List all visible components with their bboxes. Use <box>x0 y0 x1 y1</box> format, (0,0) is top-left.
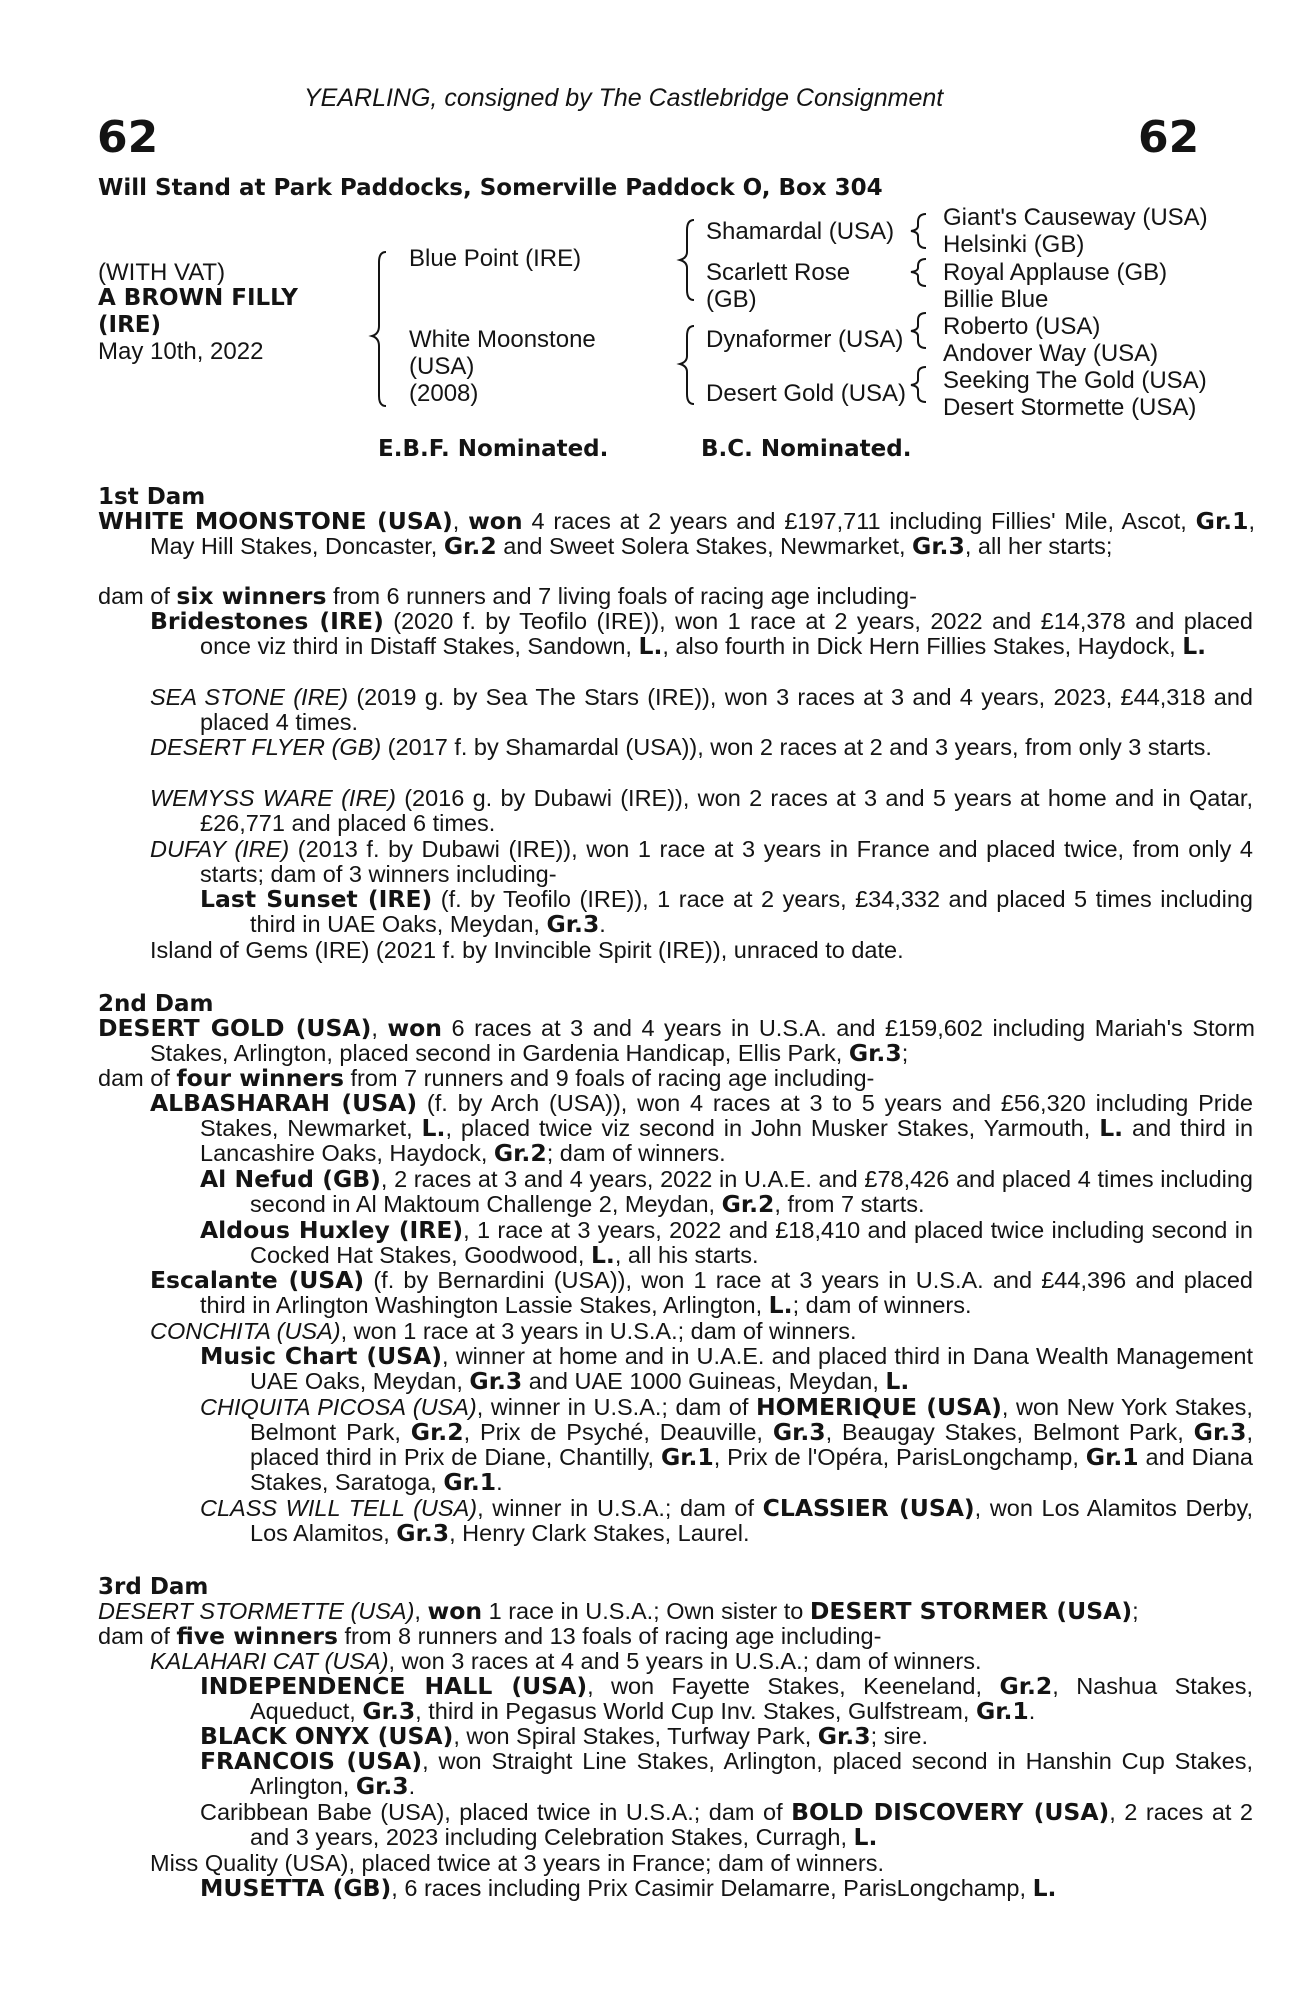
produce-aldous-huxley: Aldous Huxley (IRE), 1 race at 3 years, 2022 and £18,410 and placed twice including second in Cocked Hat Stakes, Goodwood, L., all his starts. <box>200 1216 1253 1269</box>
first-dam-produce-summary: dam of six winners from 6 runners and 7 living foals of racing age including- <box>98 582 917 610</box>
third-dam-heading: 3rd Dam <box>98 1574 209 1600</box>
pedigree-dam-line2: (USA) <box>409 353 475 380</box>
second-dam-heading: 2nd Dam <box>98 991 214 1017</box>
pedigree-sss: Giant's Causeway (USA) <box>943 204 1208 231</box>
produce-musetta: MUSETTA (GB), 6 races including Prix Casimir Delamarre, ParisLongchamp, L. <box>200 1874 1057 1902</box>
horse-name: WHITE MOONSTONE (USA) <box>98 507 453 535</box>
pedigree-ddd: Desert Stormette (USA) <box>943 394 1197 421</box>
produce-conchita: CONCHITA (USA), won 1 race at 3 years in U.S.A.; dam of winners. <box>150 1318 857 1344</box>
second-dam-race-record: DESERT GOLD (USA), won 6 races at 3 and 4 years in U.S.A. and £159,602 including Mariah's Storm Stakes, Arlington, placed second in Gardenia Handicap, Ellis Park, Gr.3; <box>98 1014 1255 1067</box>
pedigree-sds: Royal Applause (GB) <box>943 259 1168 286</box>
won-label: won <box>468 507 523 535</box>
produce-escalante: Escalante (USA) (f. by Bernardini (USA)), won 1 race at 3 years in U.S.A. and £44,396 and placed third in Arlington Washington Lassie Stakes, Arlington, L.; dam of winners. <box>150 1266 1254 1319</box>
pedigree-ssd: Helsinki (GB) <box>943 231 1085 258</box>
brace-ds <box>911 313 926 348</box>
produce-bridestones: Bridestones (IRE) (2020 f. by Teofilo (IRE)), won 1 race at 2 years, 2022 and £14,378 and placed once viz third in Distaff Stakes, Sandown, L., also fourth in Dick Hern Fillies Stakes, Haydock, L. <box>150 607 1253 660</box>
produce-black-onyx: BLACK ONYX (USA), won Spiral Stakes, Turfway Park, Gr.3; sire. <box>200 1722 929 1750</box>
produce-al-nefud: Al Nefud (GB), 2 races at 3 and 4 years, 2022 in U.A.E. and £78,426 and placed 4 times including second in Al Maktoum Challenge 2, Meydan, Gr.2, from 7 starts. <box>200 1165 1253 1218</box>
produce-last-sunset: Last Sunset (IRE) (f. by Teofilo (IRE)), 1 race at 2 years, £34,332 and placed 5 times including third in UAE Oaks, Meydan, Gr.3. <box>200 885 1253 938</box>
brace-sd <box>911 259 926 286</box>
vat-label: (WITH VAT) <box>98 259 226 286</box>
brace-dam-generation-2 <box>680 326 694 404</box>
brace-generation-1 <box>372 252 386 406</box>
lot-title-line1: A BROWN FILLY <box>98 285 298 311</box>
pedigree-dam-sire: Dynaformer (USA) <box>706 326 904 353</box>
pedigree-sire-dam-line2: (GB) <box>706 286 757 313</box>
bc-nominated: B.C. Nominated. <box>701 436 912 462</box>
consignor-line: YEARLING, consigned by The Castlebridge Consignment <box>304 84 944 112</box>
produce-miss-quality: Miss Quality (USA), placed twice at 3 years in France; dam of winners. <box>150 1850 884 1876</box>
produce-dufay: DUFAY (IRE) (2013 f. by Dubawi (IRE)), won 1 race at 3 years in France and placed twice, from only 4 starts; dam of 3 winners including- <box>150 836 1253 887</box>
lot-number-left: 62 <box>97 112 159 163</box>
produce-albasharah: ALBASHARAH (USA) (f. by Arch (USA)), won 4 races at 3 to 5 years and £56,320 including Pride Stakes, Newmarket, L., placed twice viz second in John Musker Stakes, Yarmouth, L. and third in Lancashire Oaks, Haydock, Gr.2; dam of winners. <box>150 1089 1254 1167</box>
produce-desert-flyer: DESERT FLYER (GB) (2017 f. by Shamardal (USA)), won 2 races at 2 and 3 years, from only 3 starts. <box>150 734 1212 760</box>
produce-island-of-gems: Island of Gems (IRE) (2021 f. by Invincible Spirit (IRE)), unraced to date. <box>150 937 904 963</box>
pedigree-dss: Roberto (USA) <box>943 313 1101 340</box>
pedigree-dam-line3: (2008) <box>409 380 479 407</box>
pedigree-dds: Seeking The Gold (USA) <box>943 367 1207 394</box>
brace-dd <box>911 367 926 402</box>
pedigree-sire-dam-line1: Scarlett Rose <box>706 259 851 286</box>
pedigree-sire: Blue Point (IRE) <box>409 245 582 272</box>
produce-caribbean-babe: Caribbean Babe (USA), placed twice in U.S.A.; dam of BOLD DISCOVERY (USA), 2 races at 2 and 3 years, 2023 including Celebration Stakes, Curragh, L. <box>200 1798 1253 1851</box>
produce-francois: FRANCOIS (USA), won Straight Line Stakes, Arlington, placed second in Hanshin Cup Stakes, Arlington, Gr.3. <box>200 1747 1253 1800</box>
pedigree-sire-sire: Shamardal (USA) <box>706 218 895 245</box>
produce-wemyss-ware: WEMYSS WARE (IRE) (2016 g. by Dubawi (IRE)), won 2 races at 3 and 5 years at home and in Qatar, £26,771 and placed 6 times. <box>150 785 1253 836</box>
first-dam-heading: 1st Dam <box>98 484 206 510</box>
produce-music-chart: Music Chart (USA), winner at home and in U.A.E. and placed third in Dana Wealth Management UAE Oaks, Meydan, Gr.3 and UAE 1000 Guineas, Meydan, L. <box>200 1342 1253 1395</box>
brace-sire-generation-2 <box>680 220 694 300</box>
produce-kalahari-cat: KALAHARI CAT (USA), won 3 races at 4 and 5 years in U.S.A.; dam of winners. <box>150 1648 982 1674</box>
stand-location: Will Stand at Park Paddocks, Somerville Paddock O, Box 304 <box>98 175 883 201</box>
third-dam-race-record: DESERT STORMETTE (USA), won 1 race in U.S.A.; Own sister to DESERT STORMER (USA); <box>98 1597 1139 1625</box>
brace-ss <box>911 214 926 248</box>
produce-class-will-tell: CLASS WILL TELL (USA), winner in U.S.A.; dam of CLASSIER (USA), won Los Alamitos Derby, Los Alamitos, Gr.3, Henry Clark Stakes, Laurel. <box>200 1494 1253 1547</box>
pedigree-dam-line1: White Moonstone <box>409 326 596 353</box>
produce-chiquita-picosa: CHIQUITA PICOSA (USA), winner in U.S.A.; dam of HOMERIQUE (USA), won New York Stakes, Belmont Park, Gr.2, Prix de Psyché, Deauville, Gr.3, Beaugay Stakes, Belmont Park, Gr.3, placed third in Prix de Diane, Chantilly, Gr.1, Prix de l'Opéra, ParisLongchamp, Gr.1 and Diana Stakes, Saratoga, Gr.1. <box>200 1393 1254 1496</box>
ebf-nominated: E.B.F. Nominated. <box>378 436 609 462</box>
pedigree-dam-dam: Desert Gold (USA) <box>706 380 907 407</box>
produce-sea-stone: SEA STONE (IRE) (2019 g. by Sea The Stars (IRE)), won 3 races at 3 and 4 years, 2023, £44,318 and placed 4 times. <box>150 684 1253 735</box>
pedigree-sdd: Billie Blue <box>943 286 1049 313</box>
third-dam-produce-summary: dam of five winners from 8 runners and 13 foals of racing age including- <box>98 1622 882 1650</box>
pedigree-dsd: Andover Way (USA) <box>943 340 1159 367</box>
first-dam-race-record: WHITE MOONSTONE (USA), won 4 races at 2 years and £197,711 including Fillies' Mile, Ascot, Gr.1, May Hill Stakes, Doncaster, Gr.2 and Sweet Solera Stakes, Newmarket, Gr.3, all her starts; <box>98 507 1255 560</box>
lot-title-line2: (IRE) <box>98 312 162 338</box>
second-dam-produce-summary: dam of four winners from 7 runners and 9 foals of racing age including- <box>98 1064 875 1092</box>
foaling-date: May 10th, 2022 <box>98 338 264 365</box>
produce-independence-hall: INDEPENDENCE HALL (USA), won Fayette Stakes, Keeneland, Gr.2, Nashua Stakes, Aqueduct, Gr.3, third in Pegasus World Cup Inv. Stakes, Gulfstream, Gr.1. <box>200 1672 1253 1725</box>
lot-number-right: 62 <box>1138 112 1200 163</box>
